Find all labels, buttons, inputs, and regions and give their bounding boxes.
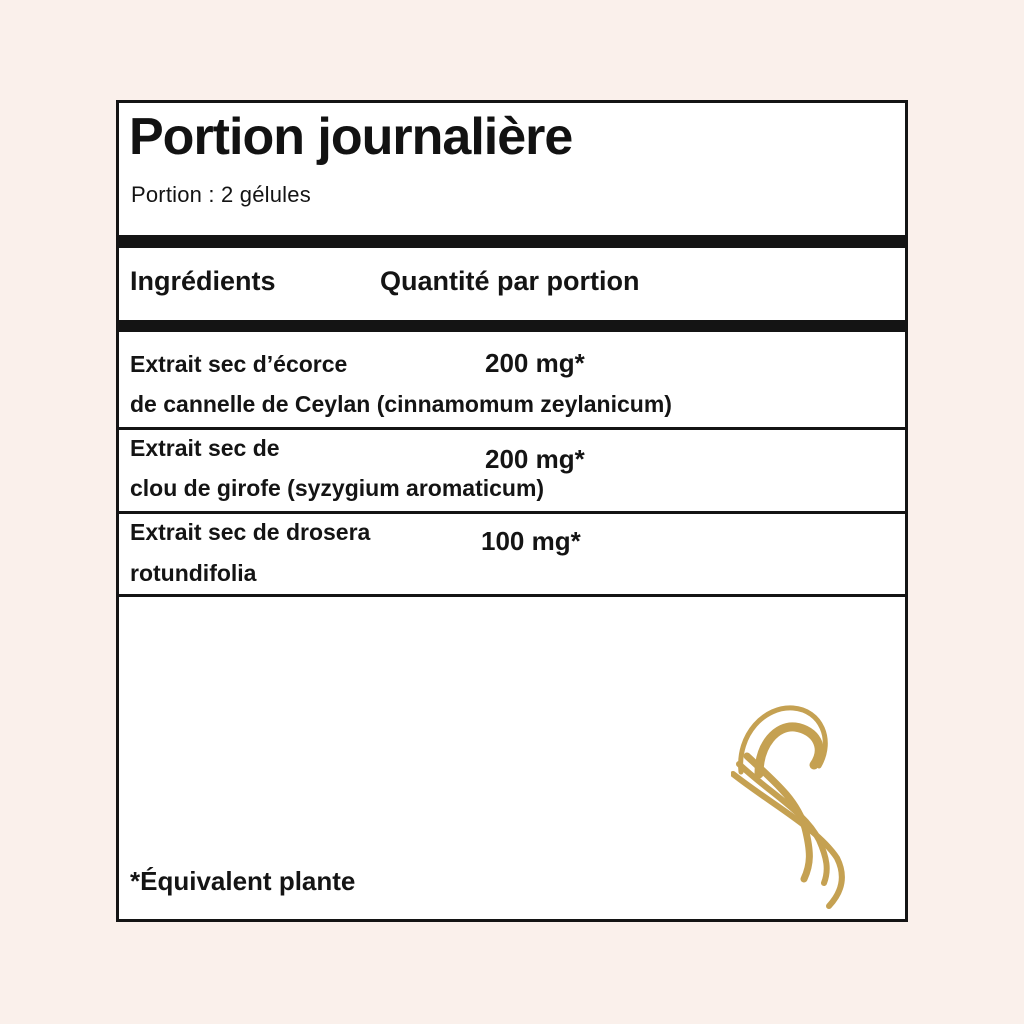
serving-size: Portion : 2 gélules	[131, 182, 311, 207]
row-divider	[119, 511, 905, 514]
row-divider	[119, 427, 905, 430]
column-header-ingredients: Ingrédients	[130, 266, 276, 296]
supplement-facts-panel	[116, 100, 908, 922]
panel-title: Portion journalière	[129, 108, 573, 166]
ingredient-name-line1: Extrait sec de drosera	[130, 519, 371, 545]
column-header-quantity: Quantité par portion	[380, 266, 640, 296]
ingredient-quantity: 200 mg*	[485, 348, 585, 378]
ingredient-quantity: 200 mg*	[485, 444, 585, 474]
thick-divider-top	[119, 235, 905, 248]
row-divider	[119, 594, 905, 597]
thick-divider-header	[119, 320, 905, 332]
ingredient-name-line2: rotundifolia	[130, 560, 257, 586]
ingredient-name-line2: clou de girofe (syzygium aromaticum)	[130, 475, 545, 501]
ingredient-name-line1: Extrait sec d’écorce	[130, 351, 348, 377]
plant-equivalent-footnote: *Équivalent plante	[130, 866, 356, 896]
ingredient-quantity: 100 mg*	[481, 526, 581, 556]
ingredient-name-line1: Extrait sec de	[130, 435, 280, 461]
ingredient-name-line2: de cannelle de Ceylan (cinnamomum zeylanicum)	[130, 391, 672, 417]
brand-swirl-icon	[731, 700, 856, 915]
